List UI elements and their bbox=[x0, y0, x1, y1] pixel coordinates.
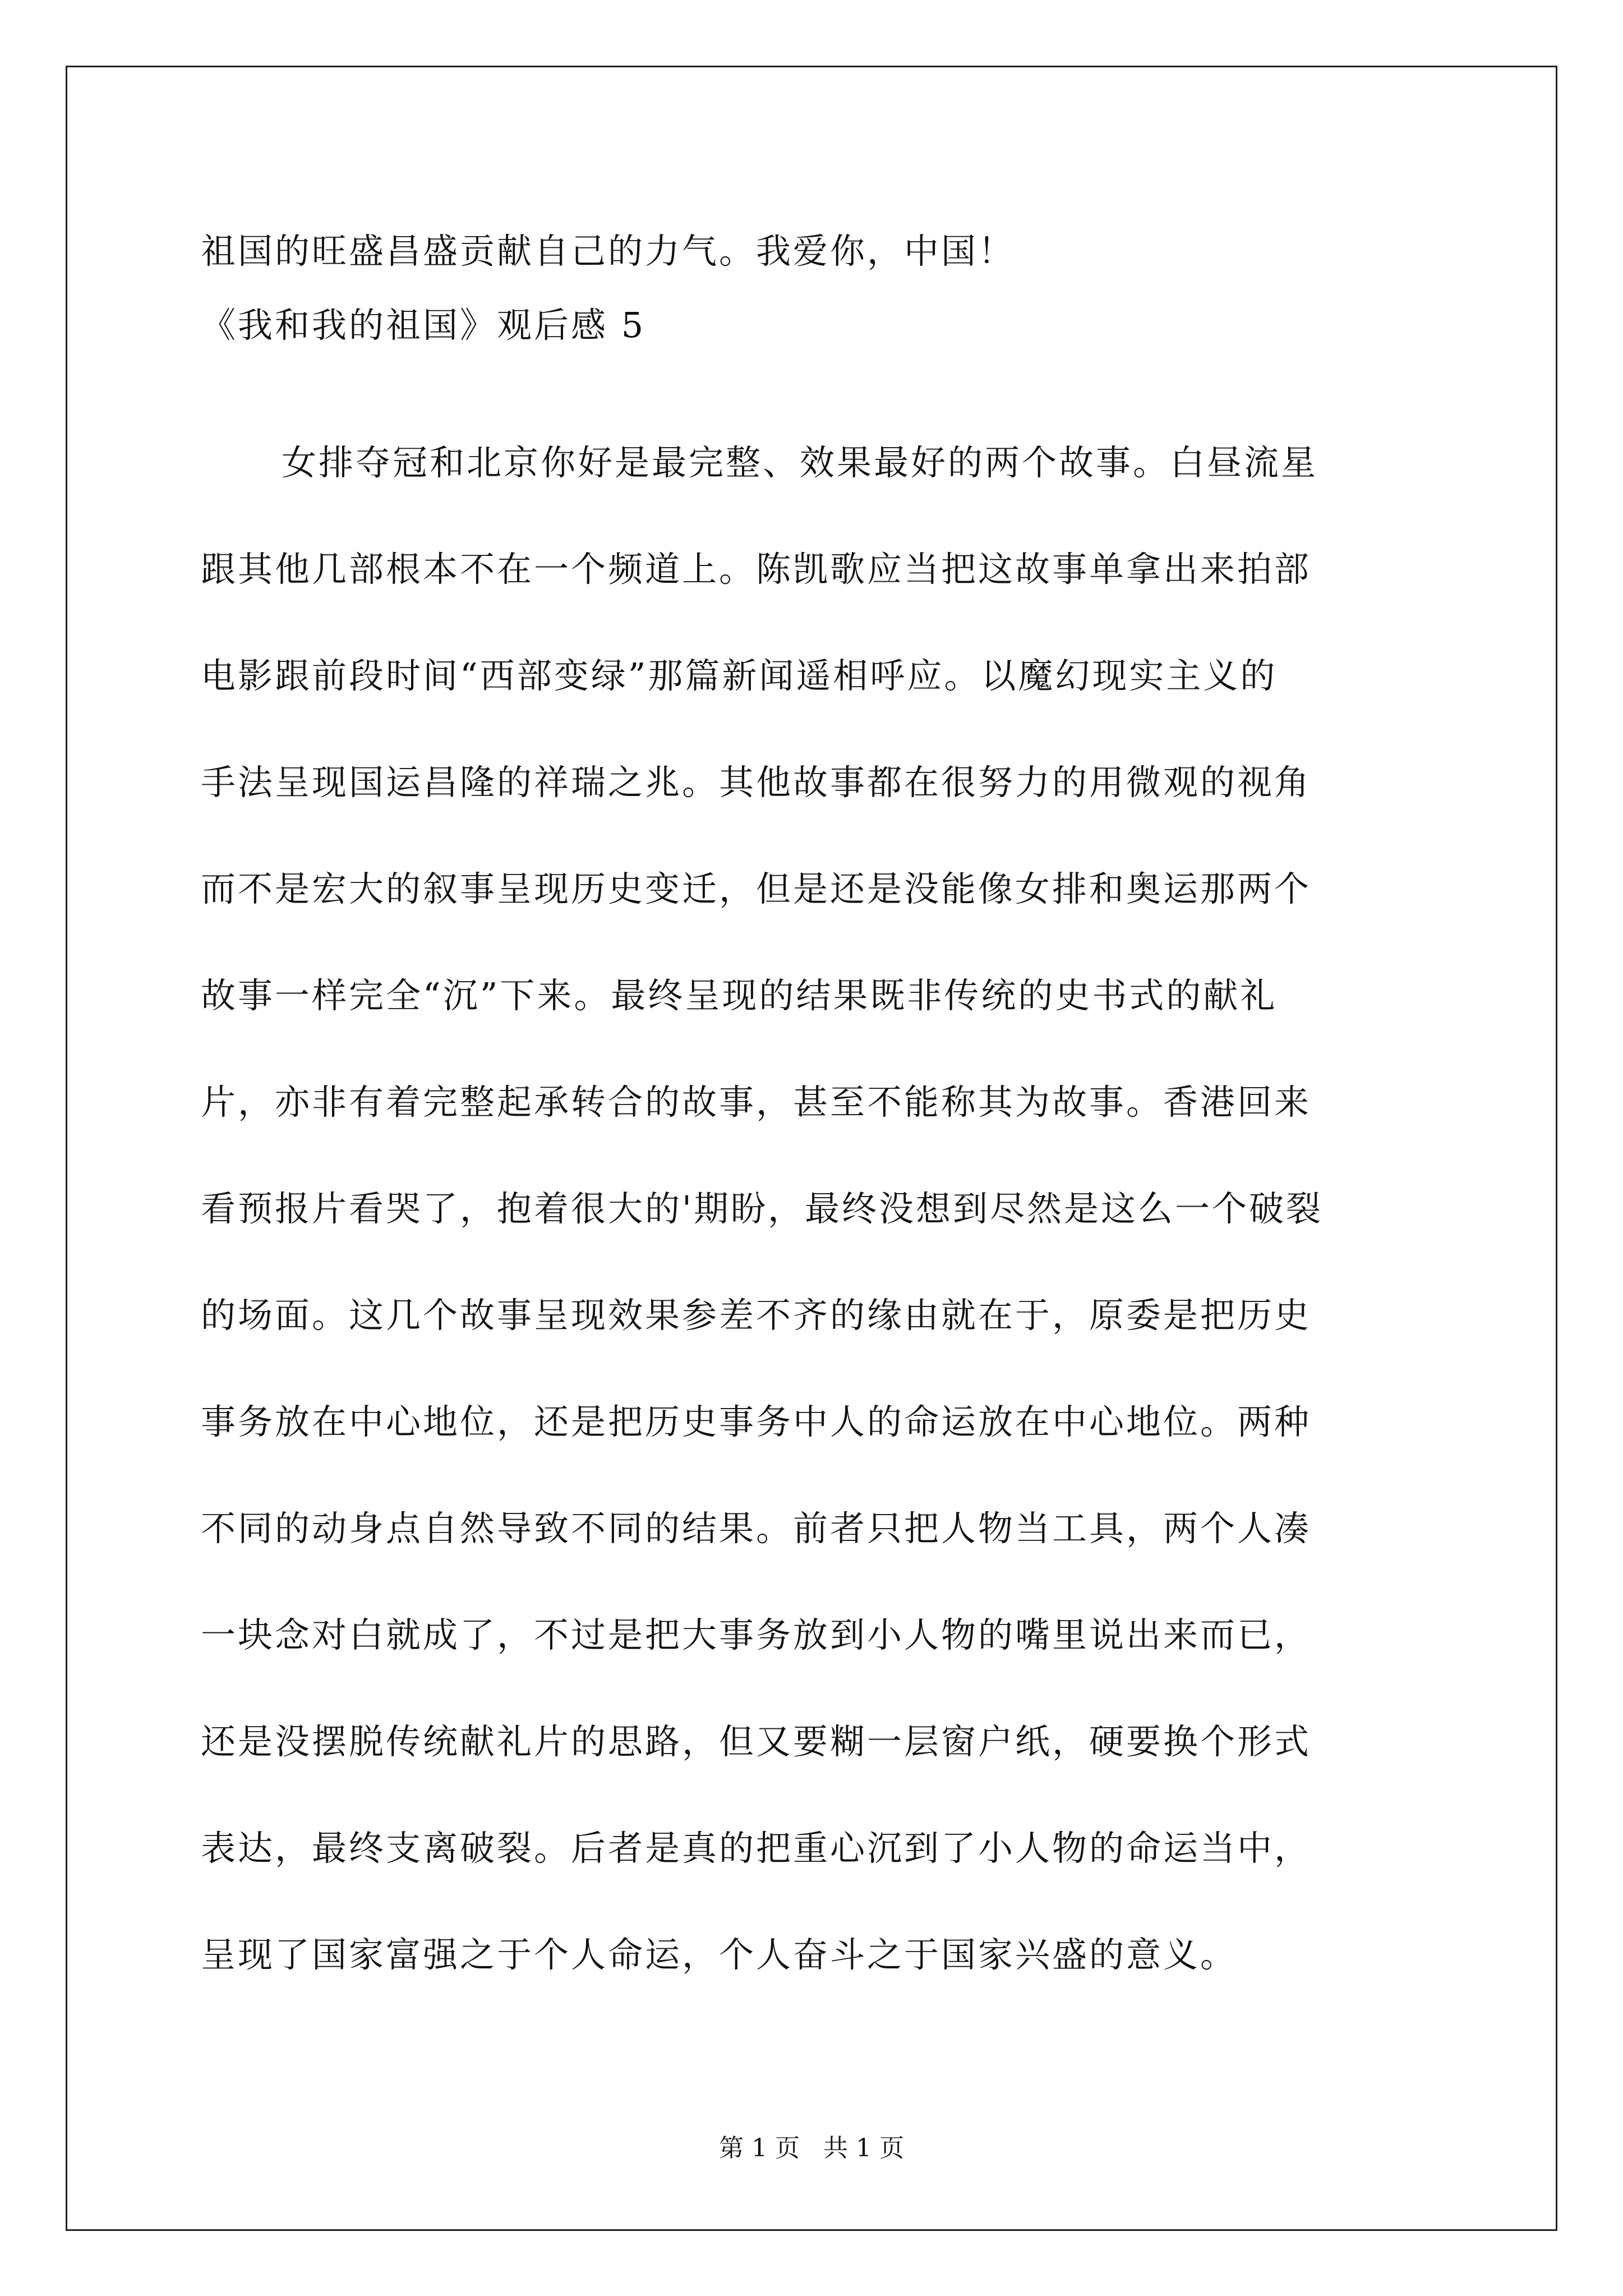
paragraph-line-7: 片，亦非有着完整起承转合的故事，甚至不能称其为故事。香港回来 bbox=[201, 1082, 1312, 1122]
paragraph-line-5: 而不是宏大的叙事呈现历史变迁，但是还是没能像女排和奥运那两个 bbox=[201, 868, 1312, 909]
paragraph-line-3: 电影跟前段时间“西部变绿”那篇新闻遥相呼应。以魔幻现实主义的 bbox=[201, 655, 1278, 696]
paragraph-line-14: 表达，最终支离破裂。后者是真的把重心沉到了小人物的命运当中， bbox=[201, 1828, 1312, 1869]
paragraph-line-2: 跟其他几部根本不在一个频道上。陈凯歌应当把这故事单拿出来拍部 bbox=[201, 549, 1312, 590]
text-line-1: 祖国的旺盛昌盛贡献自己的力气。我爱你，中国！ bbox=[201, 231, 1016, 272]
section-heading: 《我和我的祖国》观后感 5 bbox=[201, 305, 646, 346]
paragraph-line-13: 还是没摆脱传统献礼片的思路，但又要糊一层窗户纸，硬要换个形式 bbox=[201, 1721, 1312, 1762]
page-border bbox=[66, 66, 1557, 2231]
paragraph-line-15: 呈现了国家富强之于个人命运，个人奋斗之于国家兴盛的意义。 bbox=[201, 1934, 1238, 1975]
paragraph-line-1: 女排夺冠和北京你好是最完整、效果最好的两个故事。白昼流星 bbox=[282, 442, 1318, 483]
page-total: 共 1 页 bbox=[823, 2134, 904, 2162]
page-number: 第 1 页 bbox=[719, 2134, 800, 2162]
paragraph-line-9: 的场面。这几个故事呈现效果参差不齐的缘由就在于，原委是把历史 bbox=[201, 1295, 1312, 1336]
paragraph-line-4: 手法呈现国运昌隆的祥瑞之兆。其他故事都在很努力的用微观的视角 bbox=[201, 762, 1312, 803]
page-footer bbox=[0, 2132, 1623, 2165]
paragraph-line-8: 看预报片看哭了，抱着很大的'期盼，最终没想到尽然是这么一个破裂 bbox=[201, 1188, 1324, 1229]
paragraph-line-12: 一块念对白就成了，不过是把大事务放到小人物的嘴里说出来而已， bbox=[201, 1614, 1312, 1655]
paragraph-line-10: 事务放在中心地位，还是把历史事务中人的命运放在中心地位。两种 bbox=[201, 1401, 1312, 1442]
paragraph-line-6: 故事一样完全“沉”下来。最终呈现的结果既非传统的史书式的献礼 bbox=[201, 975, 1278, 1016]
paragraph-line-11: 不同的动身点自然导致不同的结果。前者只把人物当工具，两个人凑 bbox=[201, 1508, 1312, 1549]
